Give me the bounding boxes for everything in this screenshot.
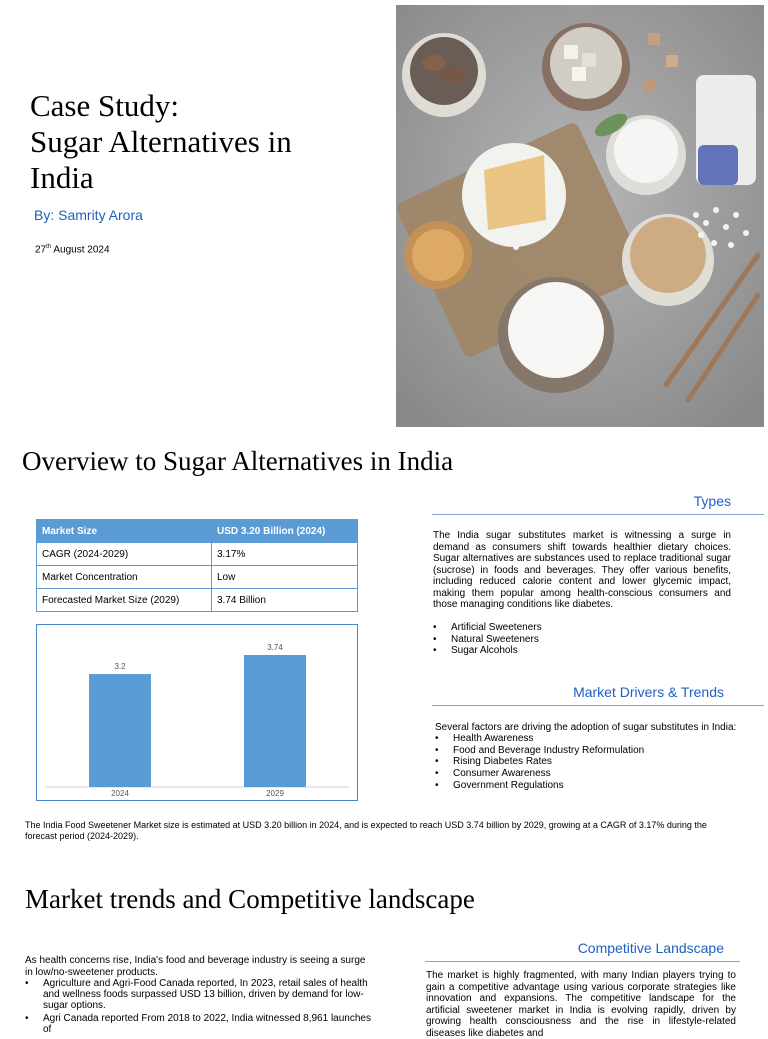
list-item: • Artificial Sweeteners: [433, 622, 733, 634]
cover-title-line: Case Study:: [30, 88, 179, 123]
table-cell: Low: [212, 566, 358, 589]
cover-title-line: India: [30, 160, 94, 195]
bar-2024: [89, 674, 151, 787]
bar-value-label: 3.74: [267, 643, 283, 652]
bar-value-label: 3.2: [114, 662, 126, 672]
list-item: • Natural Sweeteners: [433, 634, 733, 646]
market-table-header-cell: USD 3.20 Billion (2024): [212, 520, 358, 543]
market-table-header-cell: Market Size: [37, 520, 212, 543]
table-row: [37, 543, 358, 566]
trends-intro: As health concerns rise, India's food and beverage industry is seeing a surge in low/no-sweetener products.: [25, 955, 366, 978]
trends-title: Market trends and Competitive landscape: [25, 884, 475, 914]
photo-illustration: [396, 5, 764, 427]
drivers-list: [435, 733, 735, 792]
types-divider: [432, 514, 764, 515]
list-item: • Government Regulations: [435, 780, 735, 792]
table-cell: 3.74 Billion: [212, 589, 358, 612]
drivers-divider: [432, 705, 764, 706]
competitive-heading: Competitive Landscape: [577, 940, 724, 956]
types-heading: Types: [693, 493, 731, 509]
x-tick-label: 2029: [266, 789, 284, 798]
competitive-divider: [425, 961, 740, 962]
drivers-heading: Market Drivers & Trends: [573, 684, 724, 700]
market-summary: The India Food Sweetener Market size is estimated at USD 3.20 billion in 2024, and is expected to reach USD 3.74 billion by 2029, growing at a CAGR of 3.17% during the forecast period (2024-2029).: [25, 820, 707, 841]
list-item: • Sugar Alcohols: [433, 645, 733, 657]
competitive-paragraph: The market is highly fragmented, with many Indian players trying to gain a competitive advantage using various corporate strategies like innovation and expansions. The competitive landscape for the artificial sweetener market in India is evolving rapidly, driven by growing health consciousness and the rise in lifestyle-related diseases like diabetes and: [426, 970, 736, 1039]
list-item: • Food and Beverage Industry Reformulation: [435, 745, 735, 757]
market-size-chart: [36, 624, 358, 801]
overview-title: Overview to Sugar Alternatives in India: [22, 446, 454, 476]
table-cell: Forecasted Market Size (2029): [37, 589, 212, 612]
market-table-header-row: [37, 520, 358, 543]
date-suffix: th: [46, 244, 52, 250]
bar-chart-svg: [37, 625, 357, 800]
cover-title: [30, 88, 370, 196]
author-line: By: Samrity Arora: [34, 207, 143, 223]
date-day: 27: [35, 244, 47, 256]
types-list: [433, 622, 733, 657]
drivers-intro: Several factors are driving the adoption of sugar substitutes in India:: [435, 722, 737, 733]
sugar-alternatives-photo: [396, 5, 764, 427]
x-tick-label: 2024: [111, 789, 129, 798]
bar-2029: [244, 655, 306, 787]
list-item: • Agri Canada reported From 2018 to 2022, India witnessed 8,961 launches of: [25, 1013, 380, 1035]
table-row: [37, 589, 358, 612]
list-item: • Agriculture and Agri-Food Canada reported, In 2023, retail sales of health and wellness foods surpassed USD 13 billion, driven by demand for low-sugar options.: [25, 978, 380, 1011]
list-item: • Consumer Awareness: [435, 768, 735, 780]
cover-title-line: Sugar Alternatives in: [30, 124, 292, 159]
table-cell: Market Concentration: [37, 566, 212, 589]
trends-list: [25, 978, 380, 1035]
date-line: [35, 244, 110, 255]
list-item: • Health Awareness: [435, 733, 735, 745]
table-row: [37, 566, 358, 589]
list-item: • Rising Diabetes Rates: [435, 756, 735, 768]
types-paragraph: The India sugar substitutes market is witnessing a surge in demand as consumers shift towards healthier dietary choices. Sugar alternatives are substances used to replace traditional sugar (sucrose) in foods and beverages. They offer various benefits, including reduced calorie content and lower glycemic impact, making them popular among health-conscious consumers and those managing conditions like diabetes.: [433, 530, 731, 610]
table-cell: CAGR (2024-2029): [37, 543, 212, 566]
market-table: [36, 519, 358, 612]
table-cell: 3.17%: [212, 543, 358, 566]
date-rest: August 2024: [51, 244, 110, 256]
